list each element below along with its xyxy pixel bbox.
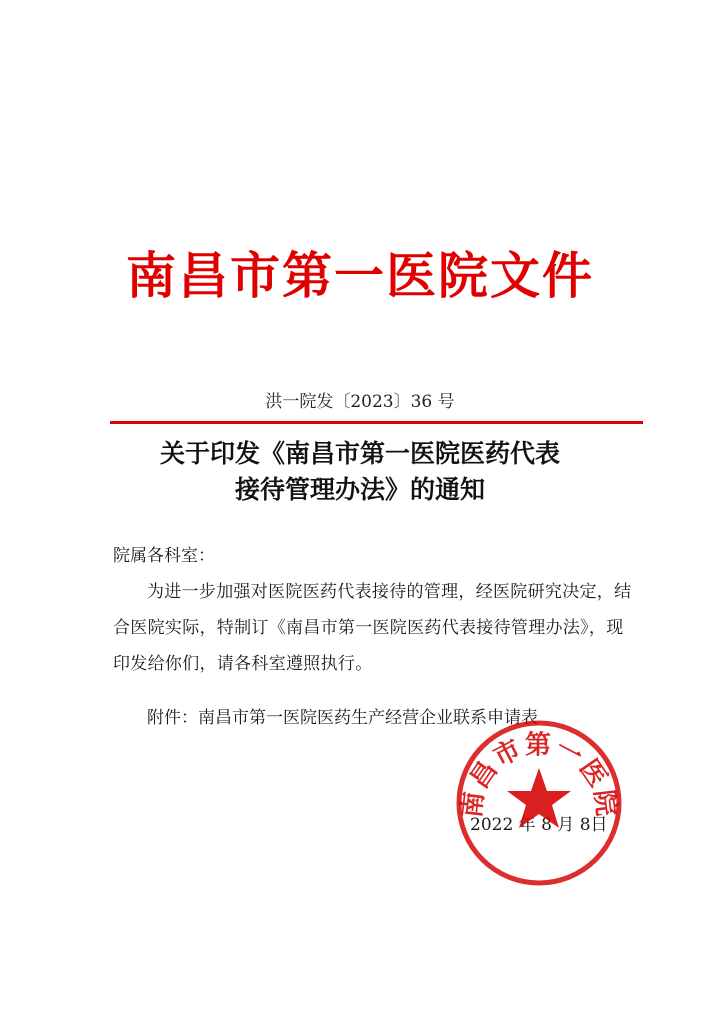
notice-title-line-2: 接待管理办法》的通知 [234,475,485,504]
notice-title [0,436,720,508]
red-header-title: 南昌市第一医院文件 [126,247,594,305]
official-seal-stamp [454,718,624,888]
notice-title-line-1: 关于印发《南昌市第一医院医药代表 [159,439,560,468]
red-divider-line [110,421,643,424]
attachment-line: 附件：南昌市第一医院医药生产经营企业联系申请表 [147,708,538,728]
issue-date: 2022 年 8 月 8日 [470,815,608,835]
notice-body [113,538,633,736]
body-paragraph: 为进一步加强对医院医药代表接待的管理，经医院研究决定，结合医院实际，特制订《南昌市第一医院医药代表接待管理办法》，现印发给你们，请各科室遵照执行。 [113,582,632,674]
seal-star-icon [507,768,571,828]
salutation: 院属各科室： [113,546,215,566]
document-number: 洪一院发〔2023〕36 号 [265,392,455,412]
seal-text: 南昌市第一医院 [456,730,622,820]
